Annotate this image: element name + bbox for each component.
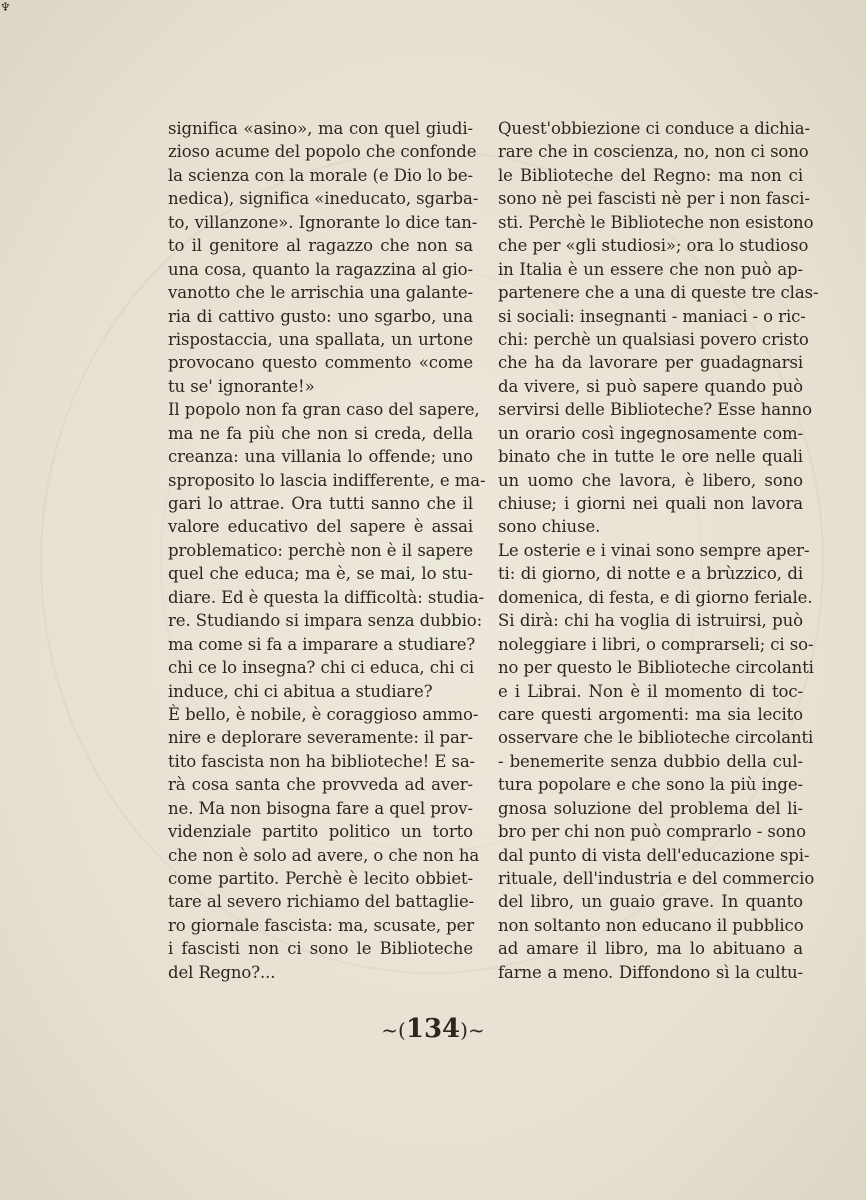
corner-mark: ♆ — [0, 0, 11, 14]
text-line: gari lo attrae. Ora tutti sanno che il — [168, 494, 473, 513]
text-line: si sociali: insegnanti - maniaci - o ric- — [498, 306, 806, 326]
text-line: in Italia è un essere che non può ap- — [498, 259, 803, 279]
text-line: dal punto di vista dell'educazione spi- — [498, 845, 810, 865]
text-line: e i Librai. Non è il momento di toc- — [498, 681, 803, 701]
text-line: ad amare il libro, ma lo abituano a — [498, 939, 803, 959]
folio-left-ornament: ~( — [381, 1018, 406, 1042]
text-line: to, villanzone». Ignorante lo dice tan- — [168, 212, 478, 232]
text-line: un uomo che lavora, è libero, sono — [498, 470, 803, 490]
text-line: osservare che le biblioteche circolanti — [498, 728, 814, 748]
text-line: induce, chi ci abitua a studiare? — [168, 681, 433, 701]
text-line: ma ne fa più che non si creda, della — [168, 423, 473, 443]
text-line: una cosa, quanto la ragazzina al gio- — [168, 259, 473, 279]
text-line: to il genitore al ragazzo che non sa — [168, 236, 473, 256]
text-line: zioso acume del popolo che confonde — [168, 142, 477, 162]
text-line: nire e deplorare severamente: il par- — [168, 728, 473, 748]
text-line: rare che in coscienza, no, non ci sono — [498, 142, 809, 162]
text-line: videnziale partito politico un torto — [168, 822, 473, 842]
text-line: Quest'obbiezione ci conduce a dichia- — [498, 119, 810, 138]
text-line: la scienza con la morale (e Dio lo be- — [168, 165, 473, 185]
text-line: tito fascista non ha biblioteche! E sa- — [168, 751, 476, 771]
text-line: che per «gli studiosi»; ora lo studioso — [498, 236, 809, 256]
right-text-column — [498, 117, 819, 984]
text-line: che ha da lavorare per guadagnarsi — [498, 353, 803, 373]
text-line: chiuse; i giorni nei quali non lavora — [498, 494, 803, 513]
text-line: vanotto che le arrischia una galante- — [168, 283, 473, 303]
text-line: rituale, dell'industria e del commercio — [498, 869, 815, 888]
text-line: ro giornale fascista: ma, scusate, per — [168, 915, 475, 935]
text-line: un orario così ingegnosamente com- — [498, 423, 803, 443]
text-line: valore educativo del sapere è assai — [168, 517, 473, 537]
text-line: sproposito lo lascia indifferente, e ma- — [168, 470, 486, 490]
text-line: bro per chi non può comprarlo - sono — [498, 822, 806, 842]
text-line: È bello, è nobile, è coraggioso ammo- — [168, 704, 479, 724]
text-line: Le osterie e i vinai sono sempre aper- — [498, 540, 810, 560]
text-line: sti. Perchè le Biblioteche non esistono — [498, 212, 814, 232]
text-line: binato che in tutte le ore nelle quali — [498, 447, 803, 467]
left-text-column — [168, 117, 486, 984]
folio-right-ornament: )~ — [460, 1018, 485, 1042]
text-line: quel che educa; ma è, se mai, lo stu- — [168, 564, 473, 584]
text-line: non soltanto non educano il pubblico — [498, 915, 804, 935]
text-line: domenica, di festa, e di giorno feriale. — [498, 587, 813, 607]
text-line: del libro, un guaio grave. In quanto — [498, 892, 803, 912]
text-line: le Biblioteche del Regno: ma non ci — [498, 165, 803, 185]
text-line: provocano questo commento «come — [168, 353, 473, 373]
text-line: problematico: perchè non è il sapere — [168, 540, 473, 560]
text-line: no per questo le Biblioteche circolanti — [498, 658, 814, 678]
text-line: re. Studiando si impara senza dubbio: — [168, 611, 483, 631]
text-line: che non è solo ad avere, o che non ha — [168, 845, 480, 865]
text-line: rispostaccia, una spallata, un urtone — [168, 329, 473, 349]
text-line: da vivere, si può sapere quando può — [498, 376, 803, 396]
text-line: ria di cattivo gusto: uno sgarbo, una — [168, 306, 473, 326]
text-line: del Regno?... — [168, 962, 276, 982]
text-line: partenere che a una di queste tre clas- — [498, 283, 819, 303]
text-line: tare al severo richiamo del battaglie- — [168, 892, 475, 912]
text-line: chi ce lo insegna? chi ci educa, chi ci — [168, 658, 475, 678]
text-line: ti: di giorno, di notte e a brùzzico, di — [498, 564, 803, 584]
text-line: ma come si fa a imparare a studiare? — [168, 634, 476, 654]
text-line: creanza: una villania lo offende; uno — [168, 447, 473, 467]
text-line: care questi argomenti: ma sia lecito — [498, 704, 803, 724]
text-line: servirsi delle Biblioteche? Esse hanno — [498, 400, 812, 420]
text-line: rà cosa santa che provveda ad aver- — [168, 775, 473, 795]
text-line: come partito. Perchè è lecito obbiet- — [168, 869, 473, 888]
text-line: tu se' ignorante!» — [168, 376, 315, 396]
text-line: Si dirà: chi ha voglia di istruirsi, può — [498, 611, 803, 631]
text-line: gnosa soluzione del problema del li- — [498, 798, 803, 818]
text-line: significa «asino», ma con quel giudi- — [168, 119, 473, 138]
text-line: - benemerite senza dubbio della cul- — [498, 751, 803, 771]
text-line: i fascisti non ci sono le Biblioteche — [168, 939, 473, 959]
text-line: chi: perchè un qualsiasi povero cristo — [498, 329, 809, 349]
text-line: nedica), significa «ineducato, sgarba- — [168, 189, 479, 209]
text-line: farne a meno. Diffondono sì la cultu- — [498, 962, 803, 982]
text-line: tura popolare e che sono la più inge- — [498, 775, 803, 795]
text-line: sono chiuse. — [498, 517, 601, 537]
text-line: ne. Ma non bisogna fare a quel prov- — [168, 798, 473, 818]
text-line: sono nè pei fascisti nè per i non fasci- — [498, 189, 810, 209]
page-folio — [0, 1014, 866, 1044]
page-number: 134 — [405, 1014, 461, 1044]
text-line: Il popolo non fa gran caso del sapere, — [168, 400, 480, 420]
text-line: noleggiare i libri, o comprarseli; ci so- — [498, 634, 814, 654]
text-line: diare. Ed è questa la difficoltà: studia- — [168, 587, 485, 607]
